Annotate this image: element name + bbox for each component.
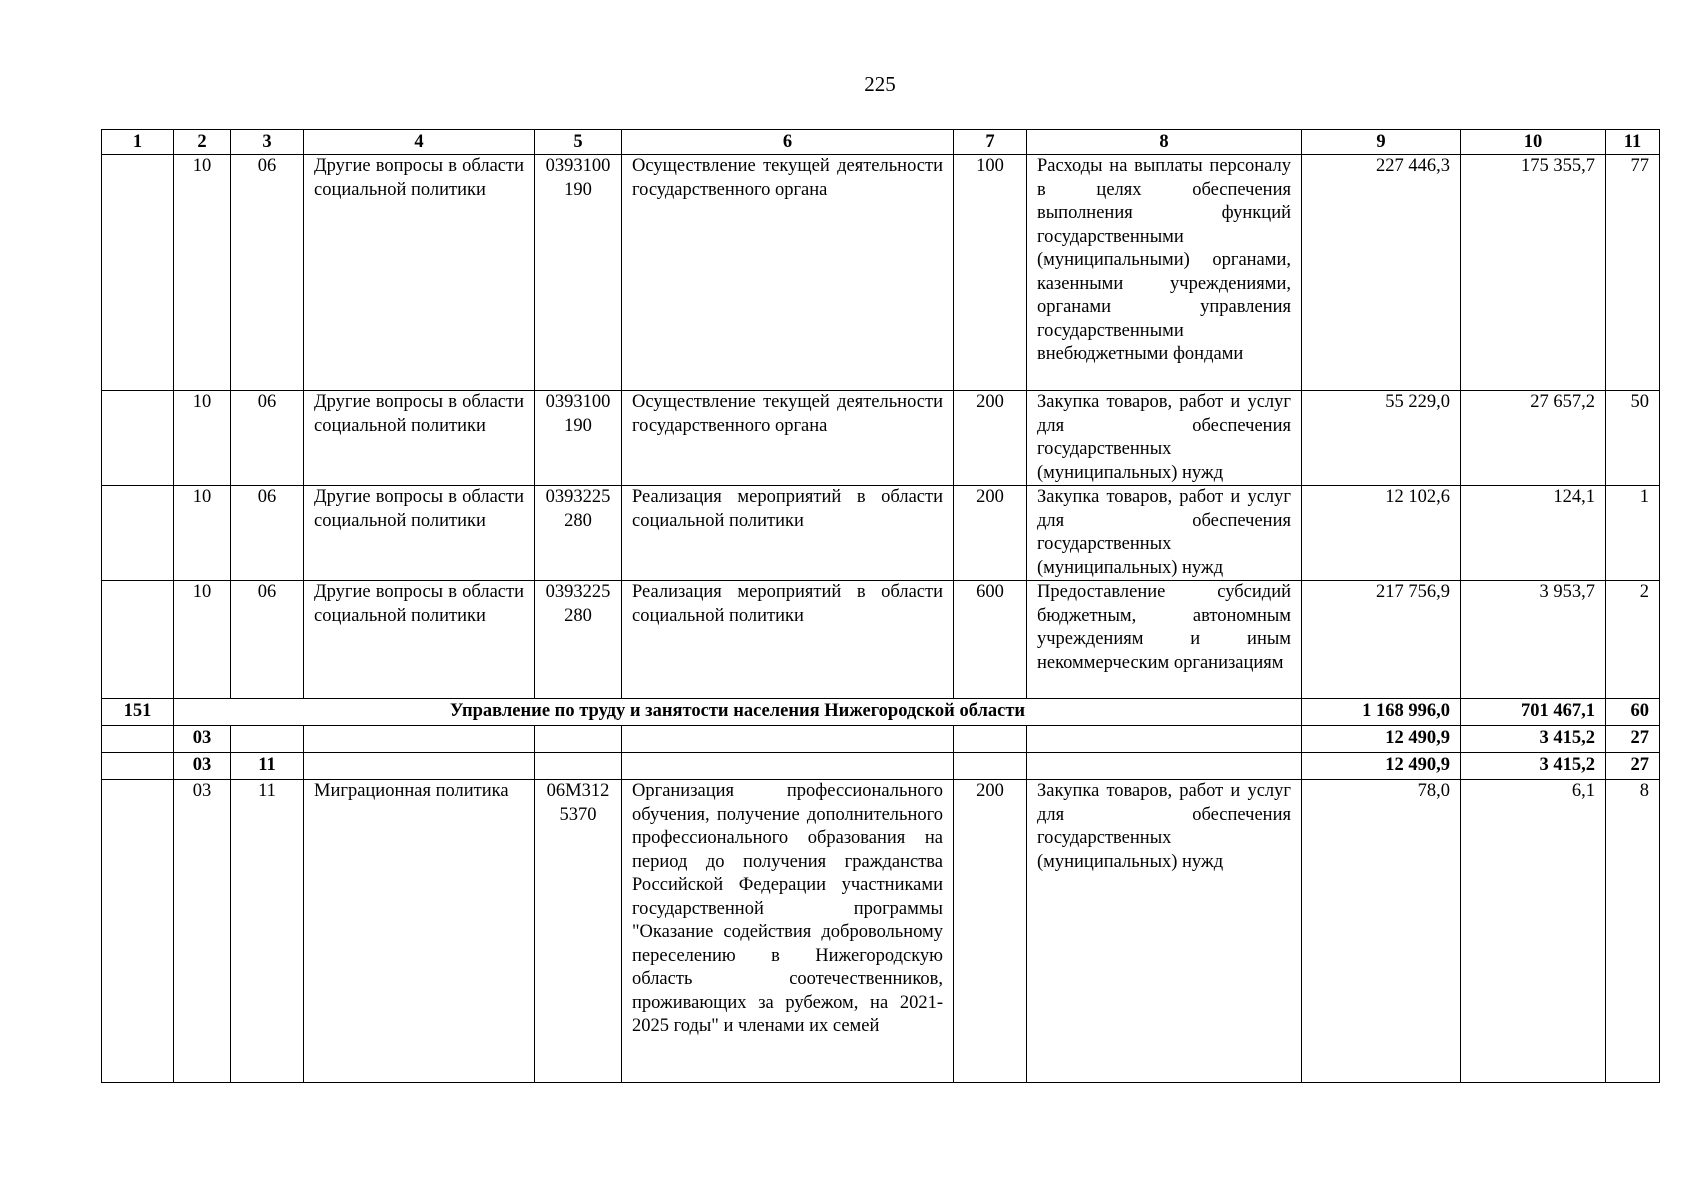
header-cell: 7 xyxy=(954,130,1027,155)
section-col1 xyxy=(102,726,174,753)
cell-col5: 06М3125370 xyxy=(535,780,622,1083)
table-row xyxy=(102,391,1660,486)
cell-col4: Другие вопросы в области социальной политики xyxy=(304,391,535,486)
cell-col11: 50 xyxy=(1606,391,1660,486)
department-col10: 701 467,1 xyxy=(1461,699,1606,726)
subsection-col9: 12 490,9 xyxy=(1302,753,1461,780)
header-row xyxy=(102,130,1660,155)
cell-col10: 3 953,7 xyxy=(1461,581,1606,699)
department-row xyxy=(102,699,1660,726)
section-col11: 27 xyxy=(1606,726,1660,753)
cell-col9: 12 102,6 xyxy=(1302,486,1461,581)
cell-col2: 10 xyxy=(174,486,231,581)
cell-col3: 11 xyxy=(231,780,304,1083)
cell-col1 xyxy=(102,780,174,1083)
section-col9: 12 490,9 xyxy=(1302,726,1461,753)
subsection-col6 xyxy=(622,753,954,780)
cell-col6: Осуществление текущей деятельности государственного органа xyxy=(622,155,954,391)
cell-col10: 175 355,7 xyxy=(1461,155,1606,391)
page-number: 225 xyxy=(864,72,896,96)
cell-col6: Реализация мероприятий в области социальной политики xyxy=(622,581,954,699)
cell-col4: Другие вопросы в области социальной политики xyxy=(304,581,535,699)
cell-col2: 03 xyxy=(174,780,231,1083)
cell-col6: Осуществление текущей деятельности государственного органа xyxy=(622,391,954,486)
department-col9: 1 168 996,0 xyxy=(1302,699,1461,726)
cell-col3: 06 xyxy=(231,486,304,581)
cell-col1 xyxy=(102,391,174,486)
header-cell: 8 xyxy=(1027,130,1302,155)
cell-col6: Реализация мероприятий в области социальной политики xyxy=(622,486,954,581)
section-row xyxy=(102,726,1660,753)
cell-col5: 0393225280 xyxy=(535,581,622,699)
subsection-col7 xyxy=(954,753,1027,780)
cell-col4: Другие вопросы в области социальной политики xyxy=(304,486,535,581)
cell-col7: 200 xyxy=(954,486,1027,581)
cell-col8: Закупка товаров, работ и услуг для обеспечения государственных (муниципальных) нужд xyxy=(1027,780,1302,1083)
header-cell: 11 xyxy=(1606,130,1660,155)
header-cell: 4 xyxy=(304,130,535,155)
budget-table xyxy=(101,129,1660,1083)
subsection-col5 xyxy=(535,753,622,780)
cell-col6: Организация профессионального обучения, получение дополнительного профессионального образования на период до получения гражданства Российской Федерации участниками государственной программы "Оказание содействия добровольному переселению в Нижегородскую область соотечественников, проживающих за рубежом, на 2021-2025 годы" и членами их семей xyxy=(622,780,954,1083)
table-row xyxy=(102,780,1660,1083)
cell-col7: 600 xyxy=(954,581,1027,699)
cell-col3: 06 xyxy=(231,581,304,699)
table-row xyxy=(102,581,1660,699)
subsection-col4 xyxy=(304,753,535,780)
section-col2: 03 xyxy=(174,726,231,753)
cell-col8: Предоставление субсидий бюджетным, автономным учреждениям и иным некоммерческим организациям xyxy=(1027,581,1302,699)
cell-col9: 55 229,0 xyxy=(1302,391,1461,486)
section-col5 xyxy=(535,726,622,753)
header-cell: 2 xyxy=(174,130,231,155)
cell-col11: 8 xyxy=(1606,780,1660,1083)
header-cell: 5 xyxy=(535,130,622,155)
cell-col2: 10 xyxy=(174,581,231,699)
header-cell: 1 xyxy=(102,130,174,155)
cell-col8: Закупка товаров, работ и услуг для обеспечения государственных (муниципальных) нужд xyxy=(1027,391,1302,486)
section-col6 xyxy=(622,726,954,753)
cell-col8: Расходы на выплаты персоналу в целях обеспечения выполнения функций государственными (муниципальными) органами, казенными учреждениями, органами управления государственными внебюджетными фондами xyxy=(1027,155,1302,391)
cell-col10: 6,1 xyxy=(1461,780,1606,1083)
cell-col11: 1 xyxy=(1606,486,1660,581)
table-row xyxy=(102,486,1660,581)
cell-col9: 227 446,3 xyxy=(1302,155,1461,391)
header-cell: 3 xyxy=(231,130,304,155)
cell-col2: 10 xyxy=(174,155,231,391)
section-col8 xyxy=(1027,726,1302,753)
section-col3 xyxy=(231,726,304,753)
cell-col9: 78,0 xyxy=(1302,780,1461,1083)
subsection-row xyxy=(102,753,1660,780)
section-col10: 3 415,2 xyxy=(1461,726,1606,753)
subsection-col2: 03 xyxy=(174,753,231,780)
section-col7 xyxy=(954,726,1027,753)
cell-col10: 27 657,2 xyxy=(1461,391,1606,486)
section-col4 xyxy=(304,726,535,753)
cell-col5: 0393100190 xyxy=(535,391,622,486)
cell-col11: 2 xyxy=(1606,581,1660,699)
department-col11: 60 xyxy=(1606,699,1660,726)
cell-col1 xyxy=(102,581,174,699)
subsection-col11: 27 xyxy=(1606,753,1660,780)
subsection-col10: 3 415,2 xyxy=(1461,753,1606,780)
cell-col7: 100 xyxy=(954,155,1027,391)
cell-col3: 06 xyxy=(231,391,304,486)
cell-col7: 200 xyxy=(954,391,1027,486)
department-code: 151 xyxy=(102,699,174,726)
cell-col11: 77 xyxy=(1606,155,1660,391)
cell-col4: Другие вопросы в области социальной политики xyxy=(304,155,535,391)
header-cell: 10 xyxy=(1461,130,1606,155)
cell-col8: Закупка товаров, работ и услуг для обеспечения государственных (муниципальных) нужд xyxy=(1027,486,1302,581)
cell-col7: 200 xyxy=(954,780,1027,1083)
cell-col1 xyxy=(102,155,174,391)
subsection-col8 xyxy=(1027,753,1302,780)
cell-col5: 0393225280 xyxy=(535,486,622,581)
cell-col10: 124,1 xyxy=(1461,486,1606,581)
cell-col5: 0393100190 xyxy=(535,155,622,391)
subsection-col1 xyxy=(102,753,174,780)
header-cell: 6 xyxy=(622,130,954,155)
cell-col9: 217 756,9 xyxy=(1302,581,1461,699)
cell-col1 xyxy=(102,486,174,581)
header-cell: 9 xyxy=(1302,130,1461,155)
table-row xyxy=(102,155,1660,391)
cell-col3: 06 xyxy=(231,155,304,391)
department-title: Управление по труду и занятости населения Нижегородской области xyxy=(174,699,1302,726)
cell-col4: Миграционная политика xyxy=(304,780,535,1083)
cell-col2: 10 xyxy=(174,391,231,486)
subsection-col3: 11 xyxy=(231,753,304,780)
